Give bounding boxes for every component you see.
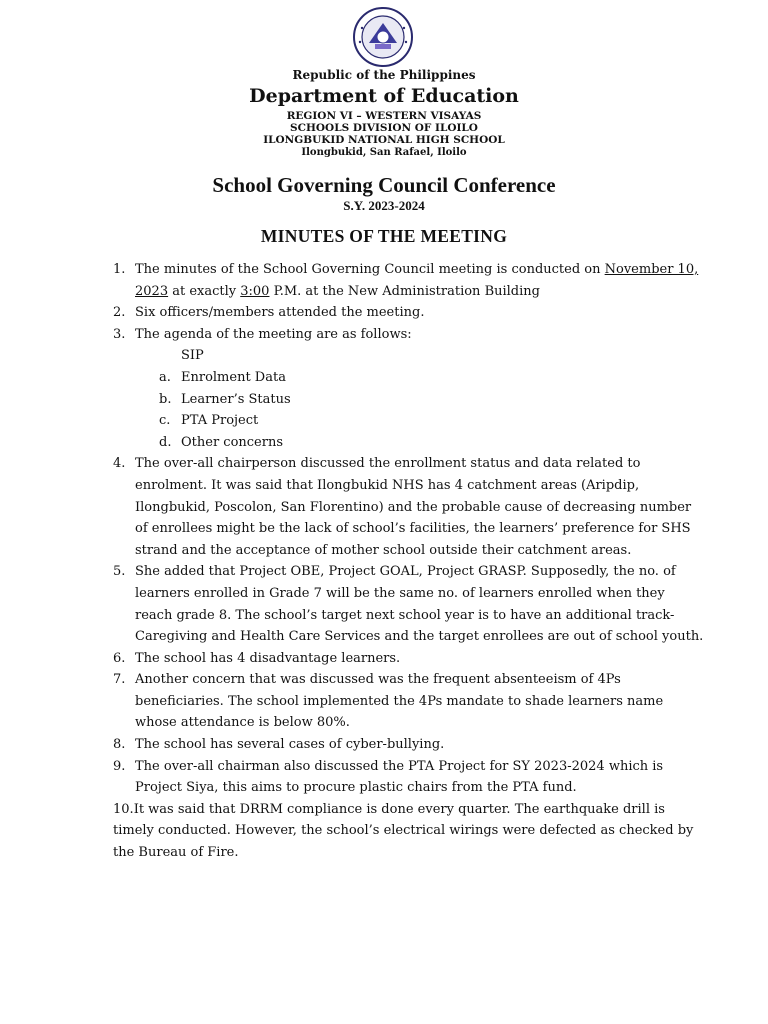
deped-seal-logo: [344, 6, 422, 68]
item-text: She added that Project OBE, Project GOAL, Project GRASP. Supposedly, the no. of learners enrolled in Grade 7 will be the same no. of learners enrolled when they reach grade 8. The school’s target next school year is to have an additional track- Caregiving and Health Care Services and the target enrollees are out of school youth.: [135, 564, 704, 645]
agenda-text: PTA Project: [181, 413, 259, 429]
agenda-label: b.: [159, 391, 172, 407]
republic-heading: Republic of the Philippines: [292, 68, 476, 82]
list-item: [0, 648, 768, 670]
agenda-text: Enrolment Data: [181, 369, 286, 385]
item-text: It was said that DRRM compliance is done every quarter. The earthquake drill is timely conducted. However, the school’s electrical wirings were defected as checked by the Bureau of Fire.: [113, 801, 694, 861]
school-year: S.Y. 2023-2024: [343, 198, 425, 213]
item-number: 5.: [113, 564, 126, 580]
department-heading: Department of Education: [249, 85, 519, 107]
item-number: 9.: [113, 758, 126, 774]
minutes-title: MINUTES OF THE MEETING: [260, 226, 508, 246]
item-number: 6.: [113, 650, 126, 666]
item-text: P.M. at the New Administration Building: [269, 283, 540, 299]
agenda-item: [0, 345, 768, 367]
item-text: The school has several cases of cyber-bullying.: [135, 737, 445, 753]
item-text: Another concern that was discussed was the frequent absenteeism of 4Ps beneficiaries. The school implemented the 4Ps mandate to shade learners name whose attendance is below 80%.: [135, 672, 664, 731]
agenda-label: d.: [159, 434, 172, 450]
item-number: 8.: [113, 737, 126, 753]
agenda-label: a.: [159, 369, 171, 385]
agenda-item: [0, 432, 768, 454]
item-number: 7.: [113, 672, 126, 688]
item-text: The over-all chairperson discussed the enrollment status and data related to enrolment. It was said that Ilongbukid NHS has 4 catchment areas (Aripdip, Ilongbukid, Poscolon, San Florentino) and the probable cause of decreasing number of enrollees might be the lack of school’s facilities, the learners’ preference for SHS strand and the acceptance of mother school outside their catchment areas.: [135, 456, 692, 558]
agenda-text: Other concerns: [181, 434, 284, 450]
division-heading: SCHOOLS DIVISION OF ILOILO: [290, 122, 478, 134]
list-item: [0, 302, 768, 324]
list-item: [0, 756, 768, 799]
list-item: [0, 561, 768, 647]
list-item: [0, 799, 768, 864]
minutes-list: [0, 259, 768, 864]
list-item: [0, 734, 768, 756]
agenda-text: Learner’s Status: [181, 391, 291, 407]
meeting-date: November 10, 2023: [135, 262, 699, 299]
item-text: The agenda of the meeting are as follows:: [135, 326, 412, 342]
item-number: 1.: [113, 262, 126, 277]
agenda-item: [0, 389, 768, 411]
agenda-item: [0, 410, 768, 432]
region-heading: REGION VI – WESTERN VISAYAS: [286, 110, 482, 122]
conference-title: School Governing Council Conference: [212, 173, 556, 197]
school-heading: ILONGBUKID NATIONAL HIGH SCHOOL: [263, 134, 505, 146]
list-item: [0, 453, 768, 561]
list-item: [0, 259, 768, 302]
item-text: The minutes of the School Governing Council meeting is conducted on: [135, 262, 605, 277]
item-text: The over-all chairman also discussed the PTA Project for SY 2023-2024 which is Project Siya, this aims to procure plastic chairs from the PTA fund.: [135, 758, 664, 796]
item-number: 3.: [113, 326, 126, 342]
item-number: 10.: [113, 801, 134, 817]
meeting-time: 3:00: [240, 283, 270, 299]
list-item: [0, 669, 768, 734]
agenda-item: [0, 367, 768, 389]
agenda-label: c.: [159, 413, 171, 429]
item-text: at exactly: [168, 283, 241, 299]
list-item: [0, 324, 768, 346]
school-address: Ilongbukid, San Rafael, Iloilo: [301, 147, 467, 158]
item-number: 2.: [113, 305, 126, 321]
agenda-text: SIP: [181, 348, 204, 364]
item-text: Six officers/members attended the meeting.: [135, 305, 425, 321]
item-text: The school has 4 disadvantage learners.: [135, 650, 401, 666]
item-number: 4.: [113, 456, 126, 472]
